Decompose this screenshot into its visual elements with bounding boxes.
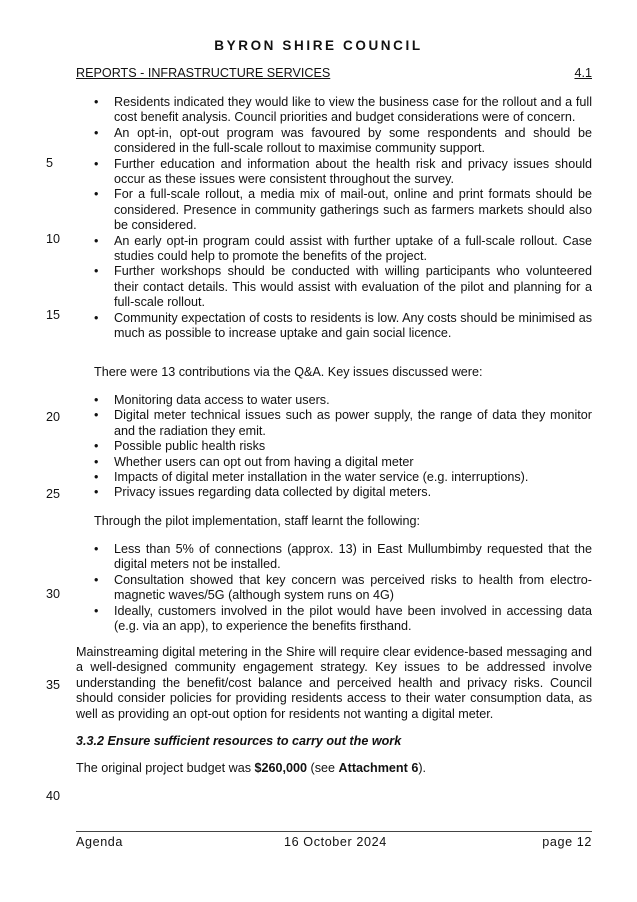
footer-page-number: page 12 — [542, 835, 592, 849]
line-number: 10 — [46, 232, 61, 246]
budget-prefix: The original project budget was — [76, 761, 255, 775]
section-heading: 3.3.2 Ensure sufficient resources to carry out the work — [76, 734, 402, 748]
line-number: 15 — [46, 308, 61, 322]
report-number: 4.1 — [574, 66, 592, 80]
list-item: • For a full-scale rollout, a media mix of mail-out, online and print formats should be considered. Presence in community gatherings such as farmers markets should also be considered. — [94, 187, 592, 233]
qa-intro: There were 13 contributions via the Q&A. Key issues discussed were: — [94, 365, 483, 379]
report-section: REPORTS - INFRASTRUCTURE SERVICES — [76, 66, 331, 80]
list-item: • Less than 5% of connections (approx. 13) in East Mullumbimby requested that the digital meters not be installed. — [94, 542, 592, 573]
list-item: • Monitoring data access to water users. — [94, 393, 592, 408]
line-number: 40 — [46, 789, 61, 803]
list-item: • Privacy issues regarding data collected by digital meters. — [94, 485, 592, 500]
line-number: 5 — [46, 156, 54, 170]
page-footer — [76, 831, 592, 849]
list-item: • Whether users can opt out from having a digital meter — [94, 455, 592, 470]
budget-amount: $260,000 — [254, 761, 308, 775]
budget-paragraph — [76, 761, 426, 776]
list-item: • Digital meter technical issues such as power supply, the range of data they monitor and the radiation they emit. — [94, 408, 592, 439]
line-number: 25 — [46, 487, 61, 501]
council-title: BYRON SHIRE COUNCIL — [214, 38, 423, 53]
list-item: • Consultation showed that key concern was perceived risks to health from electro-magnetic waves/5G (although system runs on 4G) — [94, 573, 592, 604]
list-item: • Further workshops should be conducted with willing participants who volunteered their contact details. This would assist with evaluation of the pilot and planning for a full-scale rollout. — [94, 264, 592, 310]
list-item: • Further education and information about the health risk and privacy issues should occur as these issues were consistent throughout the survey. — [94, 157, 592, 188]
pilot-learnings-list — [94, 542, 592, 634]
list-item: • Residents indicated they would like to view the business case for the rollout and a full cost benefit analysis. Council priorities and budget considerations were of concern. — [94, 95, 592, 126]
report-header — [76, 66, 592, 80]
pilot-intro: Through the pilot implementation, staff learnt the following: — [94, 514, 420, 528]
mainstreaming-paragraph: Mainstreaming digital metering in the Shire will require clear evidence-based messaging and a well-designed community engagement strategy. Key issues to be addressed involve understanding the benefit/cost balance and perceived health and privacy risks. Council should consider policies for providing residents access to their water consumption data, as well as providing an opt-out option for residents not wanting a digital meter. — [76, 645, 592, 721]
list-item: • Impacts of digital meter installation in the water service (e.g. interruptions). — [94, 470, 592, 485]
list-item: • An opt-in, opt-out program was favoured by some respondents and should be considered in the full-scale rollout to maximise community support. — [94, 126, 592, 157]
list-item: • Ideally, customers involved in the pilot would have been involved in accessing data (e.g. via an app), to experience the benefits firsthand. — [94, 604, 592, 635]
attachment-reference: Attachment 6 — [338, 761, 419, 775]
qa-issues-list — [94, 393, 592, 501]
line-number: 30 — [46, 587, 61, 601]
list-item: • An early opt-in program could assist with further uptake of a full-scale rollout. Case studies could help to promote the benefits of the project. — [94, 234, 592, 265]
footer-agenda: Agenda — [76, 835, 124, 849]
line-number: 35 — [46, 678, 61, 692]
consultation-findings-list — [94, 95, 592, 342]
list-item: • Possible public health risks — [94, 439, 592, 454]
budget-middle: (see — [307, 761, 339, 775]
footer-date: 16 October 2024 — [284, 835, 387, 849]
list-item: • Community expectation of costs to residents is low. Any costs should be minimised as much as possible to increase uptake and gain social licence. — [94, 311, 592, 342]
budget-suffix: ). — [418, 761, 427, 775]
line-number: 20 — [46, 410, 61, 424]
